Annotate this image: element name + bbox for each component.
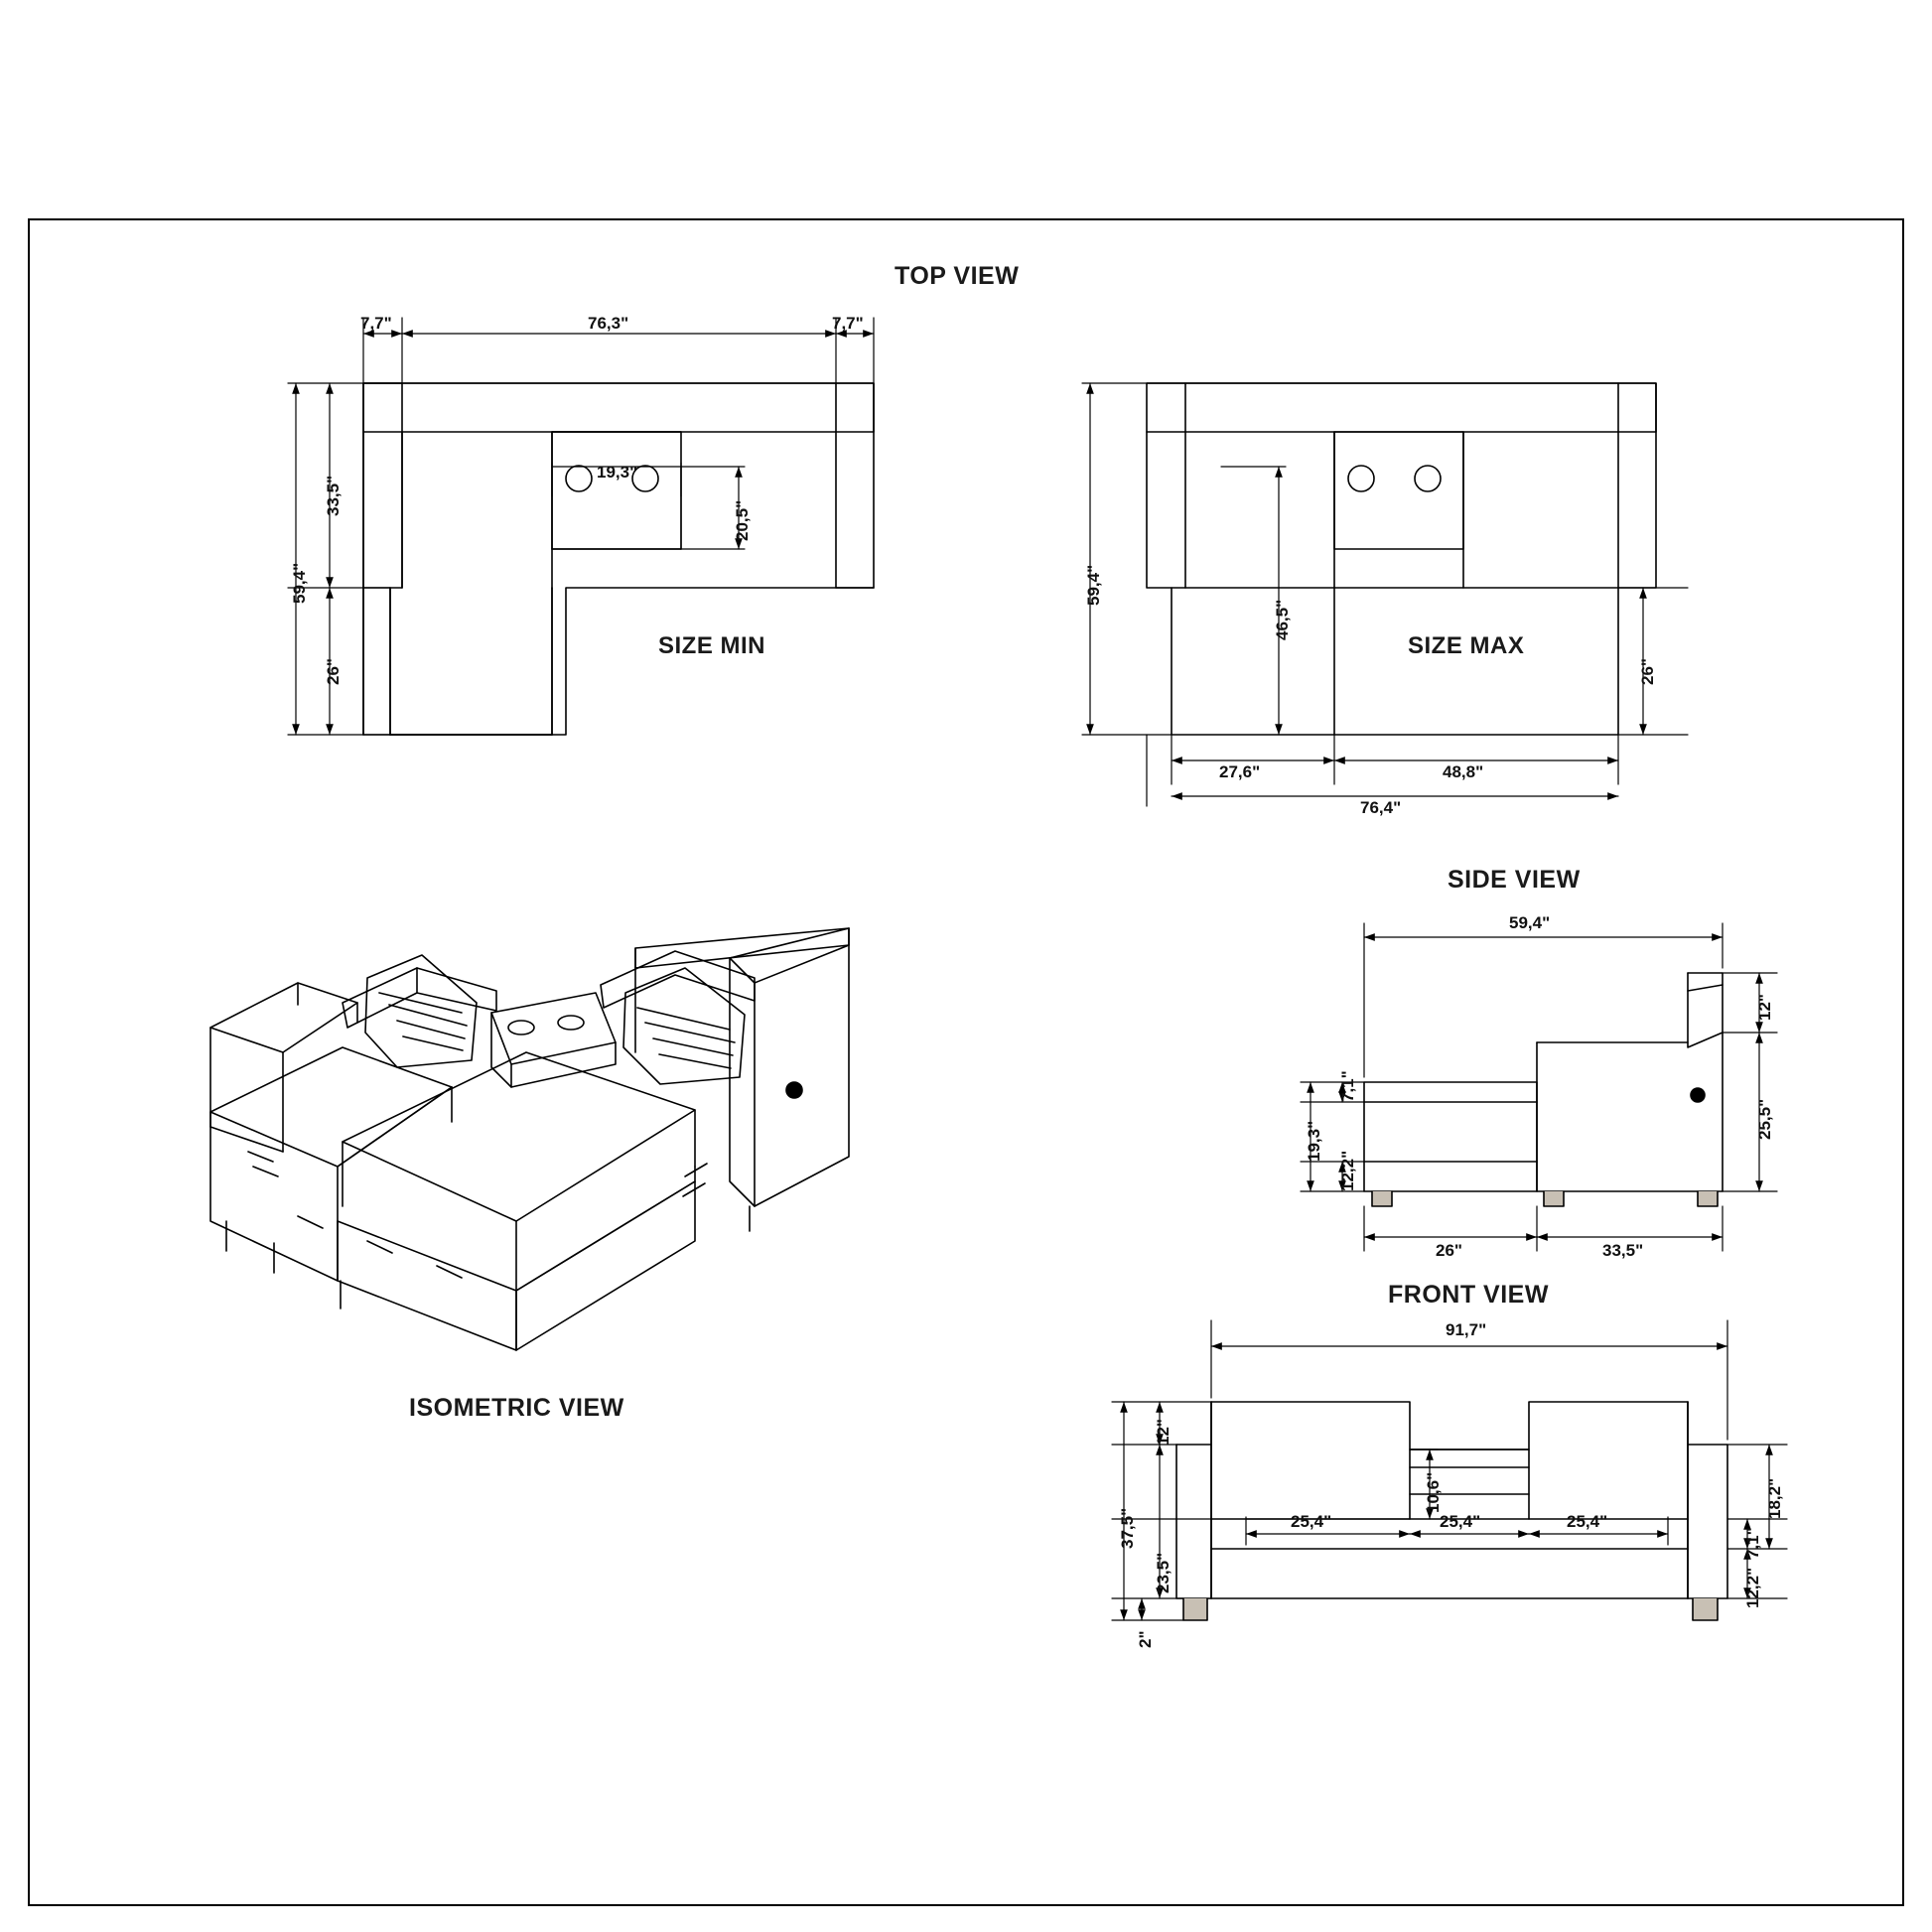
dim-front-overall-height: 37,5" (1118, 1507, 1137, 1549)
top-view-title: TOP VIEW (895, 262, 1020, 290)
top-view-min-geometry (363, 383, 874, 735)
dim-top-min-body-width: 76,3" (588, 314, 629, 333)
dim-top-min-chaise-depth: 26" (324, 658, 343, 685)
dim-top-max-bed-depth: 46,5" (1273, 599, 1292, 640)
dim-side-seat-length: 33,5" (1602, 1241, 1644, 1260)
dim-side-overall-length: 59,4" (1509, 913, 1551, 932)
front-view-dimensions (1112, 1320, 1787, 1620)
dim-side-backrest: 12" (1755, 994, 1774, 1021)
dim-top-min-right-arm: 7,7" (832, 314, 864, 333)
top-view-max-dimensions (1082, 383, 1688, 806)
dim-side-chaise-length: 26" (1436, 1241, 1462, 1260)
size-min-label: SIZE MIN (658, 632, 766, 659)
dim-front-overall-width: 91,7" (1446, 1320, 1487, 1339)
dim-top-min-left-arm: 7,7" (360, 314, 392, 333)
front-view-title: FRONT VIEW (1388, 1281, 1549, 1309)
dim-front-cushion-1: 25,4" (1291, 1512, 1332, 1531)
dim-top-max-chaise-depth: 26" (1638, 658, 1657, 685)
dim-side-back-height: 25,5" (1755, 1098, 1774, 1140)
dim-front-right-height: 18,2" (1765, 1477, 1784, 1519)
dim-front-cushion-3: 25,4" (1567, 1512, 1608, 1531)
dim-front-seat-back-height: 23,5" (1154, 1552, 1173, 1593)
dim-top-max-total-depth: 59,4" (1084, 564, 1103, 606)
dim-front-leg-height: 2" (1136, 1630, 1155, 1648)
dim-front-arm-height: 12" (1154, 1419, 1173, 1446)
dim-top-min-console-width: 19,3" (597, 463, 638, 482)
size-max-label: SIZE MAX (1408, 632, 1525, 659)
isometric-view-geometry (210, 928, 849, 1350)
dim-side-seat-height-a: 19,3" (1305, 1120, 1323, 1162)
top-view-max-geometry (1147, 383, 1656, 735)
dim-top-min-seat-depth: 33,5" (324, 475, 343, 516)
front-view-geometry (1176, 1402, 1727, 1620)
dim-side-seat-height-c: 12,2" (1338, 1150, 1357, 1191)
side-view-geometry (1364, 973, 1723, 1206)
isometric-view-title: ISOMETRIC VIEW (409, 1394, 624, 1422)
side-view-title: SIDE VIEW (1448, 866, 1581, 894)
dim-top-max-left-section: 27,6" (1219, 762, 1261, 781)
dim-front-right-base: 12,2" (1743, 1567, 1762, 1608)
top-view-min-dimensions (288, 318, 874, 735)
dim-side-seat-height-b: 7,1" (1338, 1070, 1357, 1102)
dim-front-cushion-2: 25,4" (1440, 1512, 1481, 1531)
dim-front-console-height: 10,6" (1424, 1471, 1443, 1513)
dim-top-max-right-section: 48,8" (1443, 762, 1484, 781)
dim-top-max-total-width: 76,4" (1360, 798, 1402, 817)
dim-top-min-console-depth: 20,5" (733, 499, 752, 541)
dim-front-right-seat: 7,1" (1743, 1527, 1762, 1559)
dim-top-min-total-depth: 59,4" (290, 562, 309, 604)
